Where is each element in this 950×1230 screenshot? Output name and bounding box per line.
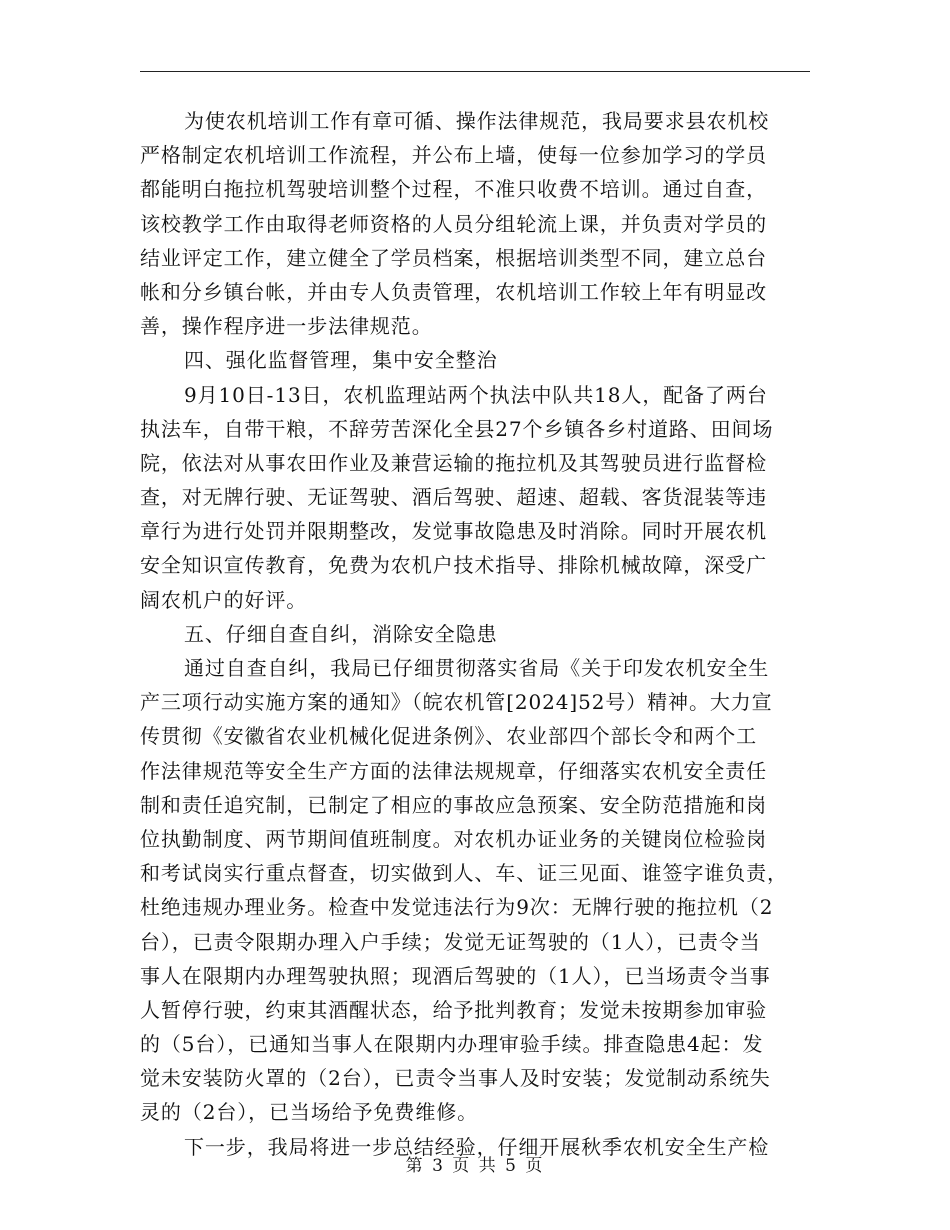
paragraph <box>140 378 808 617</box>
text-line: 五、仔细自查自纠，消除安全隐患 <box>184 621 498 646</box>
text-line: 传贯彻《安徽省农业机械化促进条例》、农业部四个部长令和两个工 <box>140 724 757 749</box>
paragraph <box>140 343 808 377</box>
text-line: 安全知识宣传教育，免费为农机户技术指导、排除机械故障，深受广 <box>140 553 767 578</box>
text-line: 觉未安装防火罩的（2台），已责令当事人及时安装；发觉制动系统失 <box>140 1066 771 1091</box>
text-line: 该校教学工作由取得老师资格的人员分组轮流上课，并负责对学员的 <box>140 211 767 236</box>
paragraph <box>140 617 808 651</box>
paragraph <box>140 104 808 343</box>
text-line: 位执勤制度、两节期间值班制度。对农机办证业务的关键岗位检验岗 <box>140 826 767 851</box>
text-line: 台），已责令限期办理入户手续；发觉无证驾驶的（1人），已责令当 <box>140 929 761 954</box>
text-line: 的（5台），已通知当事人在限期内办理审验手续。排查隐患4起：发 <box>140 1032 764 1057</box>
text-line: 帐和分乡镇台帐，并由专人负责管理，农机培训工作较上年有明显改 <box>140 279 767 304</box>
text-line: 阔农机户的好评。 <box>140 587 308 612</box>
text-line: 和考试岗实行重点督查，切实做到人、车、证三见面、谁签字谁负责， <box>140 861 788 886</box>
text-line: 善，操作程序进一步法律规范。 <box>140 314 433 339</box>
text-line: 执法车，自带干粮，不辞劳苦深化全县27个乡镇各乡村道路、田间场 <box>140 416 774 441</box>
text-line: 杜绝违规办理业务。检查中发觉违法行为9次：无牌行驶的拖拉机（2 <box>140 895 774 920</box>
text-line: 院，依法对从事农田作业及兼营运输的拖拉机及其驾驶员进行监督检 <box>140 450 767 475</box>
text-line: 下一步，我局将进一步总结经验，仔细开展秋季农机安全生产检 <box>184 1134 770 1159</box>
text-line: 制和责任追究制，已制定了相应的事故应急预案、安全防范措施和岗 <box>140 792 767 817</box>
document-body <box>140 104 808 1164</box>
text-line: 9月10日-13日，农机监理站两个执法中队共18人，配备了两台 <box>184 382 768 407</box>
text-line: 通过自查自纠，我局已仔细贯彻落实省局《关于印发农机安全生 <box>184 656 770 680</box>
text-line: 事人在限期内办理驾驶执照；现酒后驾驶的（1人），已当场责令当事 <box>140 963 771 988</box>
text-line: 结业评定工作，建立健全了学员档案，根据培训类型不同，建立总台 <box>140 245 767 270</box>
text-line: 严格制定农机培训工作流程，并公布上墙，使每一位参加学习的学员 <box>140 143 767 168</box>
text-line: 为使农机培训工作有章可循、操作法律规范，我局要求县农机校 <box>184 109 770 133</box>
header-rule <box>140 71 810 72</box>
text-line: 查，对无牌行驶、无证驾驶、酒后驾驶、超速、超载、客货混装等违 <box>140 485 767 510</box>
text-line: 章行为进行处罚并限期整改，发觉事故隐患及时消除。同时开展农机 <box>140 519 767 544</box>
text-line: 产三项行动实施方案的通知》（皖农机管[2024]52号）精神。大力宣 <box>140 690 773 715</box>
paragraph <box>140 651 808 1130</box>
text-line: 灵的（2台），已当场给予免费维修。 <box>140 1100 479 1125</box>
text-line: 都能明白拖拉机驾驶培训整个过程，不准只收费不培训。通过自查， <box>140 177 767 202</box>
text-line: 人暂停行驶，约束其酒醒状态，给予批判教育；发觉未按期参加审验 <box>140 997 767 1022</box>
text-line: 四、强化监督管理，集中安全整治 <box>184 348 498 373</box>
page-number: 第 3 页 共 5 页 <box>405 1156 545 1176</box>
text-line: 作法律规范等安全生产方面的法律法规规章，仔细落实农机安全责任 <box>140 758 767 783</box>
